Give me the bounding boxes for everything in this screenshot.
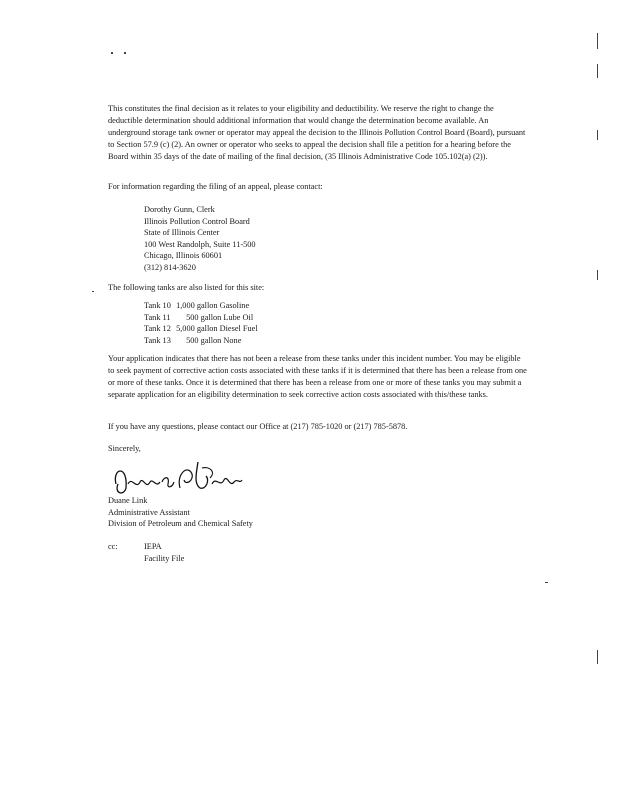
address-line: Illinois Pollution Control Board bbox=[144, 216, 250, 226]
right-dash bbox=[545, 582, 548, 583]
tank-row bbox=[144, 312, 258, 324]
tanks-intro: The following tanks are also listed for this site: bbox=[108, 283, 265, 292]
tank-id: Tank 12 bbox=[144, 324, 171, 333]
closing-salutation: Sincerely, bbox=[108, 444, 141, 453]
release-paragraph: Your application indicates that there has not been a release from these tanks under this incident number. You may be eligible to seek payment of corrective action costs associated with these tanks if it is determined that there has been a release from one or more of these tanks. Once it is determined that there has been a release from one or more of these tanks you may submit a separate application for an eligibility determination to seek corrective action costs associated with this/these tanks. bbox=[108, 354, 527, 399]
right-edge-mark-1 bbox=[597, 33, 598, 49]
right-edge-mark-2 bbox=[597, 64, 598, 78]
tank-id: Tank 13 bbox=[144, 335, 171, 345]
tank-id: Tank 11 bbox=[144, 312, 171, 322]
handwritten-signature bbox=[106, 454, 246, 500]
address-line: 100 West Randolph, Suite 11-500 bbox=[144, 239, 256, 249]
address-line: Dorothy Gunn, Clerk bbox=[144, 205, 215, 214]
address-line: State of Illinois Center bbox=[144, 228, 220, 237]
top-speck-1 bbox=[111, 52, 113, 54]
cc-label: cc: bbox=[108, 542, 118, 551]
signer-name: Duane Link bbox=[108, 496, 148, 505]
appeal-contact-intro: For information regarding the filing of an appeal, please contact: bbox=[108, 182, 323, 191]
cc-item: Facility File bbox=[144, 553, 185, 563]
tank-id: Tank 10 bbox=[144, 301, 171, 310]
tank-list bbox=[144, 300, 258, 346]
right-edge-mark-3 bbox=[597, 130, 598, 140]
tank-description: 500 gallon None bbox=[186, 335, 242, 345]
tank-row bbox=[144, 335, 258, 347]
cc-list bbox=[144, 541, 184, 564]
questions-paragraph: If you have any questions, please contact our Office at (217) 785-1020 or (217) 785-5878. bbox=[108, 422, 408, 431]
address-line: Chicago, Illinois 60601 bbox=[144, 251, 223, 260]
signer-title: Administrative Assistant bbox=[108, 507, 190, 517]
decision-paragraph: This constitutes the final decision as it relates to your eligibility and deductibility. We reserve the right to change the deductible determination should additional information that would change the determination become available. An underground storage tank owner or operator may appeal the decision to the Illinois Pollution Control Board (Board), pursuant to Section 57.9 (c) (2). An owner or operator who seeks to appeal the decision shall file a petition for a hearing before the Board within 35 days of the date of mailing of the final decision, (35 Illinois Administrative Code 105.102(a) (2)). bbox=[108, 104, 526, 161]
tank-description: 5,000 gallon Diesel Fuel bbox=[176, 324, 258, 333]
tank-description: 1,000 gallon Gasoline bbox=[176, 301, 250, 310]
tank-row bbox=[144, 323, 258, 335]
address-line: (312) 814-3620 bbox=[144, 262, 196, 272]
signer-division: Division of Petroleum and Chemical Safety bbox=[108, 519, 253, 528]
right-edge-mark-4 bbox=[597, 270, 598, 280]
right-edge-mark-5 bbox=[597, 650, 598, 664]
signer-block bbox=[108, 495, 253, 530]
board-address bbox=[144, 204, 256, 273]
cc-item: IEPA bbox=[144, 542, 162, 551]
left-speck bbox=[92, 291, 94, 292]
tank-row bbox=[144, 300, 258, 312]
top-speck-2 bbox=[124, 52, 126, 54]
tank-description: 500 gallon Lube Oil bbox=[186, 312, 254, 322]
